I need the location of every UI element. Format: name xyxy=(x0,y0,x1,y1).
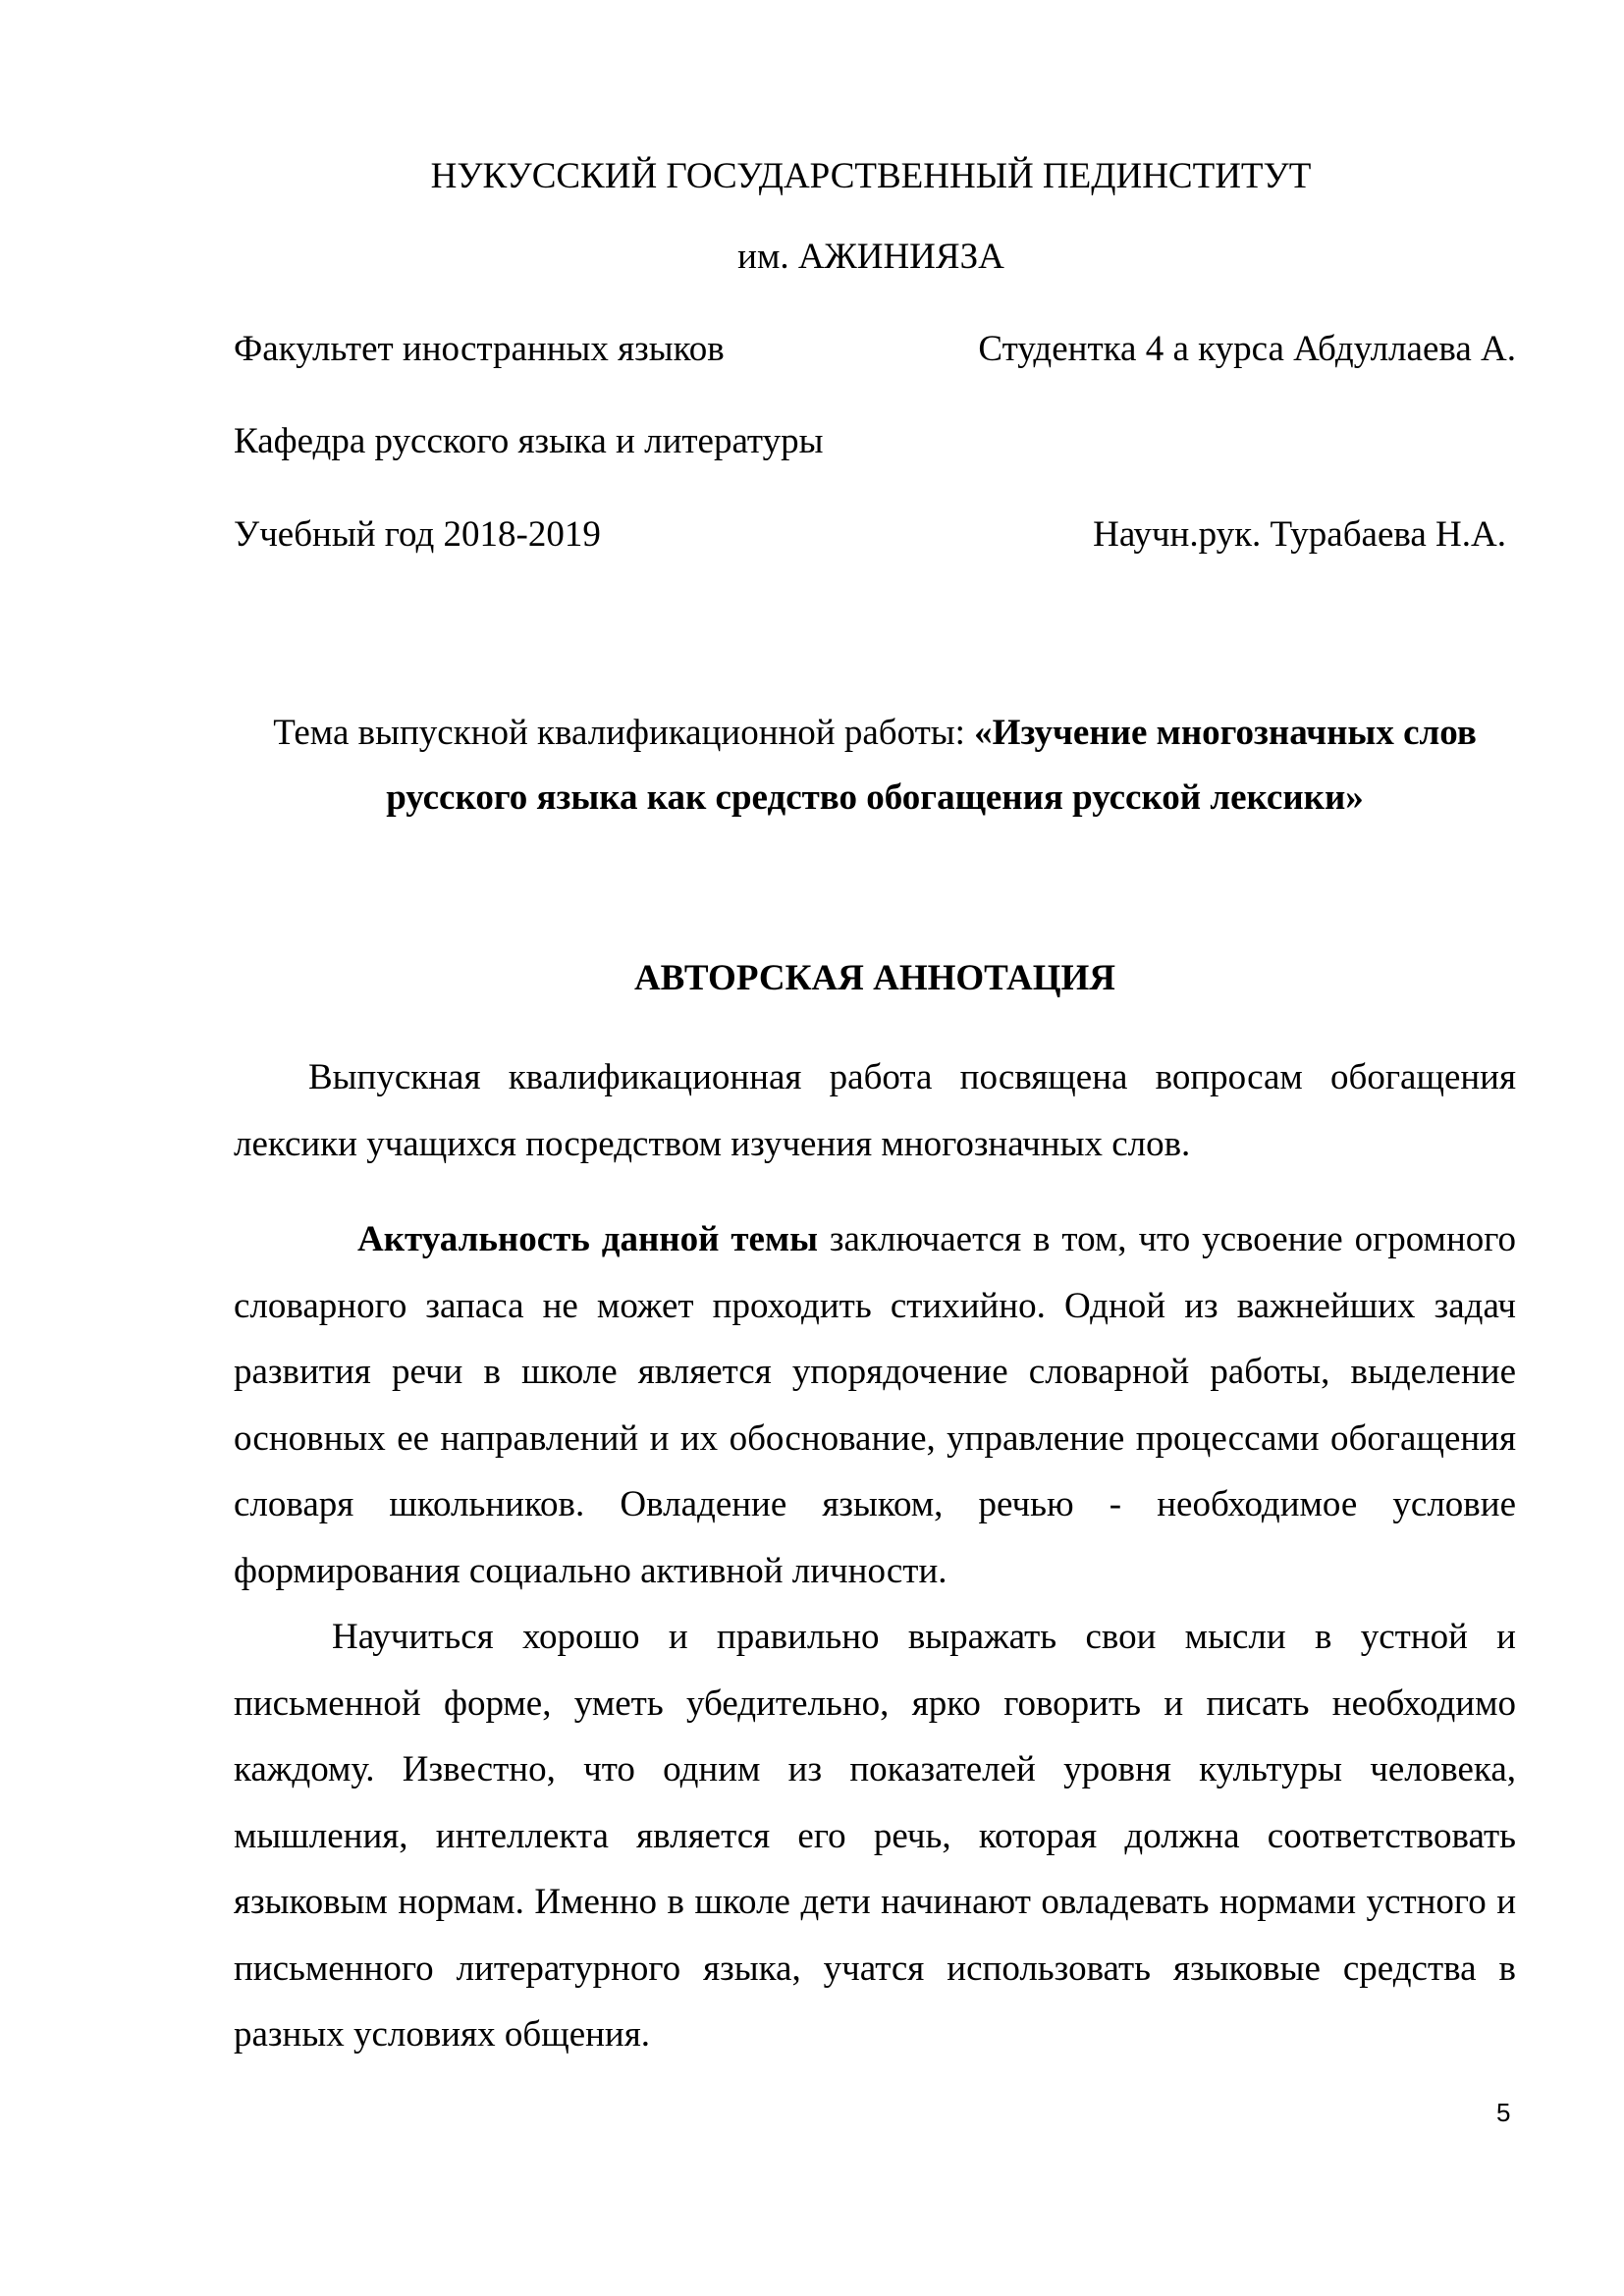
thesis-topic xyxy=(234,701,1516,830)
institution-name: НУКУССКИЙ ГОСУДАРСТВЕННЫЙ ПЕДИНСТИТУТ xyxy=(430,156,1312,196)
topic-title: «Изучение многозначных слов русского языка как средство обогащения русской лексики» xyxy=(386,713,1477,818)
annotation-paragraph-2 xyxy=(234,1206,1516,1604)
annotation-heading: АВТОРСКАЯ АННОТАЦИЯ xyxy=(633,958,1116,998)
institution-named-after: им. АЖИНИЯЗА xyxy=(737,237,1004,277)
annotation-paragraph-1: Выпускная квалификационная работа посвящена вопросам обогащения лексики учащихся посредством изучения многозначных слов. xyxy=(234,1057,1516,1164)
topic-prefix: Тема выпускной квалификационной работы: xyxy=(273,713,975,753)
faculty-label: Факультет иностранных языков xyxy=(234,329,725,369)
year-supervisor-row xyxy=(234,512,1516,558)
department-label: Кафедра русского языка и литературы xyxy=(234,421,824,461)
department-row xyxy=(234,419,1516,464)
annotation-paragraph-3: Научиться хорошо и правильно выражать свои мысли в устной и письменной форме, уметь убедительно, ярко говорить и писать необходимо каждому. Известно, что одним из показателей уровня культуры человека, мышления, интеллекта является его речь, которая должна соответствовать языковым нормам. Именно в школе дети начинают овладевать нормами устного и письменного литературного языка, учатся использовать языковые средства в разных условиях общения. xyxy=(234,1617,1516,2055)
student-label: Студентка 4 а курса Абдуллаева А. xyxy=(978,329,1516,369)
relevance-term: Актуальность данной темы xyxy=(357,1219,819,1259)
page-number: 5 xyxy=(1496,2098,1511,2127)
faculty-student-row xyxy=(234,327,1516,372)
relevance-text: заключается в том, что усвоение огромного словарного запаса не может проходить стихийно. Одной из важнейших задач развития речи в школе является упорядочение словарной работы, выделение основных ее направлений и их обоснование, управление процессами обогащения словаря школьников. Овладение языком, речью - необходимое условие формирования социально активной личности. xyxy=(234,1219,1517,1591)
academic-year-label: Учебный год 2018-2019 xyxy=(234,514,601,555)
supervisor-label: Научн.рук. Турабаева Н.А. xyxy=(1093,514,1506,555)
